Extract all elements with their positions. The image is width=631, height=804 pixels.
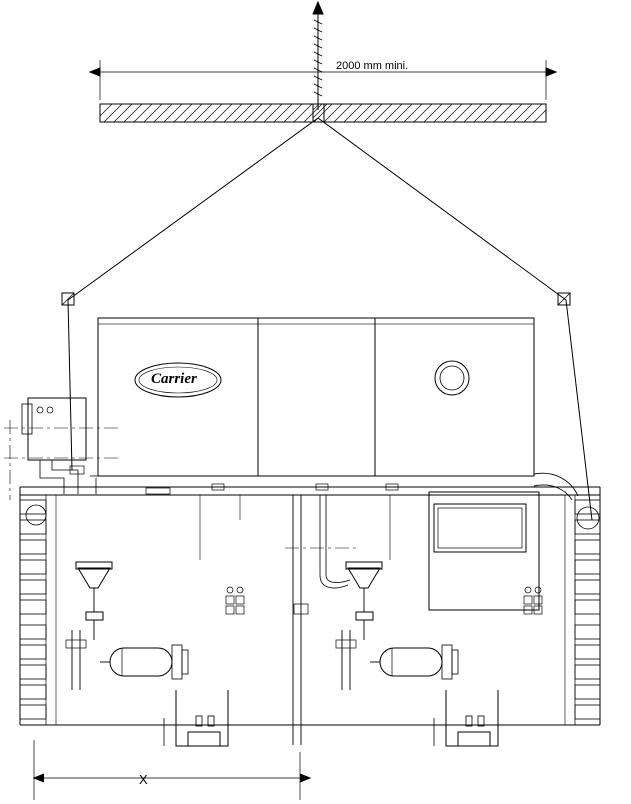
unit-base-frame xyxy=(20,487,600,725)
drop-piping xyxy=(66,630,356,690)
top-clearance-label: 2000 mm mini. xyxy=(336,60,409,72)
economizer-left xyxy=(100,645,188,679)
unit-circular-port xyxy=(435,361,469,395)
oil-separator-right xyxy=(346,562,382,640)
spreader-beam xyxy=(100,104,546,122)
sling-left xyxy=(68,118,318,470)
compressor-left xyxy=(22,398,104,494)
centre-lines xyxy=(4,420,360,548)
mounting-foot-right xyxy=(434,690,498,746)
carrier-logo-label: Carrier xyxy=(151,371,197,387)
base-rail-fittings xyxy=(146,484,398,494)
dimension-line-bottom xyxy=(34,740,310,800)
lifting-arrow xyxy=(313,2,323,110)
valve-cluster-left xyxy=(226,587,244,614)
dimension-line-top xyxy=(90,60,556,100)
right-waterbox-fins xyxy=(575,500,600,719)
unit-upper-cabinet xyxy=(98,318,534,476)
base-dimension-label: X xyxy=(139,772,148,787)
sling-right xyxy=(318,118,592,520)
left-waterbox-fins xyxy=(20,500,46,719)
economizer-right xyxy=(370,645,458,679)
lifting-lug-right xyxy=(558,293,570,305)
control-panel xyxy=(429,492,539,610)
mounting-foot-left xyxy=(164,690,228,746)
oil-separator-left xyxy=(76,562,112,640)
